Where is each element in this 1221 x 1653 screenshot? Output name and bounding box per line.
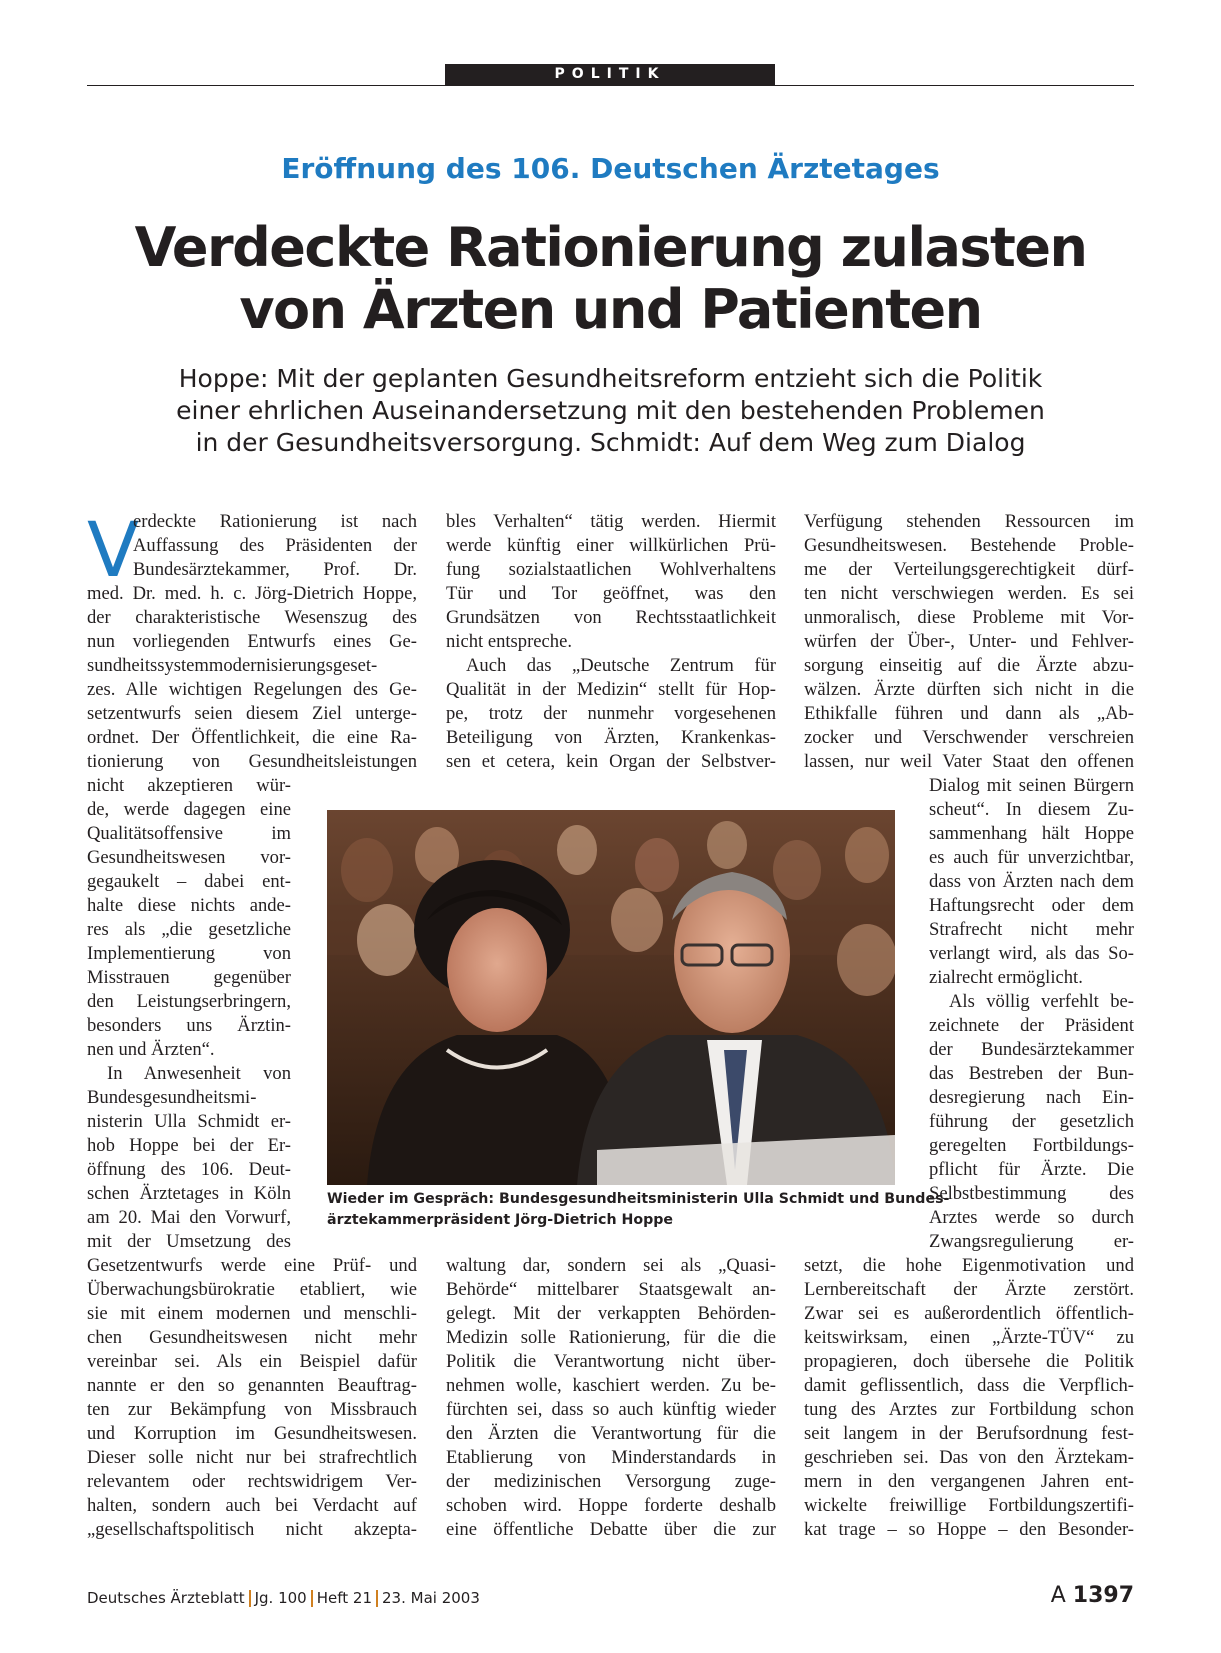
text-line: sen et cetera, kein Organ der Selbstver- [446, 751, 776, 772]
journal-volume: Jg. 100 [254, 1589, 307, 1607]
text-line: Zwar sei es außerordentlich öffentlich- [804, 1303, 1134, 1324]
deck-line: in der Gesundheitsversorgung. Schmidt: Auf dem Weg zum Dialog [195, 428, 1026, 457]
text-line: zialrecht ermöglicht. [929, 967, 1083, 988]
text-line: scheut“. In diesem Zu- [929, 799, 1134, 820]
text-line: Zwangsregulierung er- [929, 1231, 1134, 1252]
text-line: nehmen wolle, kaschiert werden. Zu be- [446, 1375, 776, 1396]
headline-line: von Ärzten und Patienten [239, 278, 982, 341]
text-line: Tür und Tor geöffnet, was den [446, 583, 776, 604]
deck-line: Hoppe: Mit der geplanten Gesundheitsreform entzieht sich die Politik [178, 364, 1043, 393]
section-label: POLITIK [445, 64, 775, 85]
text-line: Misstrauen gegenüber [87, 967, 291, 988]
text-line: schoben wird. Hoppe forderte deshalb [446, 1495, 776, 1516]
text-line: de, werde dagegen eine [87, 799, 291, 820]
text-line: pflicht für Ärzte. Die [929, 1159, 1134, 1180]
article-photo [327, 810, 895, 1185]
text-line: der Bundesärztekammer [929, 1039, 1134, 1060]
text-line: nannte er den so genannten Beauftrag- [87, 1375, 417, 1396]
text-line: Etablierung von Minderstandards in [446, 1447, 776, 1468]
text-line: Qualitätsoffensive im [87, 823, 291, 844]
text-line: keitswirksam, einen „Ärzte-TÜV“ zu [804, 1327, 1134, 1348]
text-line: Haftungsrecht oder dem [929, 895, 1134, 916]
text-line: setzentwurfs seien diesem Ziel untergе- [87, 703, 417, 724]
text-line: Ethikfalle führen und dann als „Ab- [804, 703, 1134, 724]
text-line: Medizin solle Rationierung, für die die [446, 1327, 776, 1348]
text-line: tung des Arztes zur Fortbildung schon [804, 1399, 1134, 1420]
column-3-narrow [929, 774, 1134, 1254]
text-line: Auch das „Deutsche Zentrum für [466, 655, 776, 676]
column-2-top [446, 510, 776, 774]
text-line: sie mit einem modernen und menschli- [87, 1303, 417, 1324]
text-line: mit der Umsetzung des [87, 1231, 291, 1252]
text-line: ten nicht verschwiegen werden. Es sei [804, 583, 1134, 604]
text-line: der medizinischen Versorgung zuge- [446, 1471, 776, 1492]
text-line: zeichnete der Präsident [929, 1015, 1134, 1036]
text-line: chen Gesundheitswesen nicht mehr [87, 1327, 417, 1348]
text-line: das Bestreben der Bun- [929, 1063, 1134, 1084]
text-line: es auch für unverzichtbar, [929, 847, 1134, 868]
text-line: kat trage – so Hoppe – den Besonder- [804, 1519, 1134, 1540]
footer-separator [376, 1590, 378, 1607]
text-line: dass von Ärzten nach dem [929, 871, 1134, 892]
text-line: propagieren, doch übersehe die Politik [804, 1351, 1134, 1372]
footer-separator [249, 1590, 251, 1607]
text-line: Bundesärztekammer, Prof. Dr. [133, 559, 417, 580]
text-line: sorgung einseitig auf die Ärzte abzu- [804, 655, 1134, 676]
article-deck [87, 363, 1134, 459]
caption-line: ärztekammerpräsident Jörg-Dietrich Hoppe [327, 1212, 674, 1228]
text-line: „gesellschaftspolitisch nicht akzepta- [87, 1519, 417, 1540]
text-line: Behörde“ mittelbarer Staatsgewalt an- [446, 1279, 776, 1300]
text-line: Grundsätzen von Rechtsstaatlichkeit [446, 607, 776, 628]
text-line: vereinbar sei. Als ein Beispiel dafür [87, 1351, 417, 1372]
text-line: gegaukelt – dabei ent- [87, 871, 291, 892]
text-line: fung sozialstaatlichen Wohlverhaltens [446, 559, 776, 580]
text-line: geregelten Fortbildungs- [929, 1135, 1134, 1156]
text-line: wälzen. Ärzte dürften sich nicht in die [804, 679, 1134, 700]
text-line: sundheitssystemmodernisierungsgeset- [87, 655, 378, 676]
journal-issue: Heft 21 [316, 1589, 372, 1607]
text-line: gelegt. Mit der verkappten Behörden- [446, 1303, 776, 1324]
text-line: Lernbereitschaft der Ärzte zerstört. [804, 1279, 1134, 1300]
text-line: Verfügung stehenden Ressourcen im [804, 511, 1134, 532]
deck-line: einer ehrlichen Auseinandersetzung mit den bestehenden Problemen [176, 396, 1045, 425]
text-line: und Korruption im Gesundheitswesen. [87, 1423, 417, 1444]
footer-citation [87, 1589, 480, 1607]
text-line: med. Dr. med. h. c. Jörg-Dietrich Hoppe, [87, 583, 417, 604]
text-line: ordnet. Der Öffentlichkeit, die eine Ra- [87, 727, 417, 748]
text-line: Gesundheitswesen. Bestehende Proble- [804, 535, 1134, 556]
column-1-narrow [87, 774, 291, 1254]
text-line: me der Verteilungsgerechtigkeit dürf- [804, 559, 1134, 580]
text-line: halten, sondern auch bei Verdacht auf [87, 1495, 417, 1516]
text-line: Dialog mit seinen Bürgern [929, 775, 1134, 796]
text-line: wickelte freiwillige Fortbildungszertifi- [804, 1495, 1134, 1516]
text-line: Dieser solle nicht nur bei strafrechtlich [87, 1447, 417, 1468]
text-line: erdeckte Rationierung ist nach [133, 511, 417, 532]
text-line: setzt, die hohe Eigenmotivation und [804, 1255, 1134, 1276]
text-line: werde künftig einer willkürlichen Prü- [446, 535, 776, 556]
text-line: öffnung des 106. Deut- [87, 1159, 291, 1180]
text-line: den Leistungserbringern, [87, 991, 291, 1012]
page-number-value: 1397 [1072, 1583, 1134, 1608]
text-line: Als völlig verfehlt be- [949, 991, 1134, 1012]
text-line: halte diese nichts ande- [87, 895, 291, 916]
header-rule [87, 85, 1134, 86]
page-number [1038, 1583, 1134, 1608]
text-line: Politik die Verantwortung nicht über- [446, 1351, 776, 1372]
text-line: mern in den vergangenen Jahren ent- [804, 1471, 1134, 1492]
article-kicker: Eröffnung des 106. Deutschen Ärztetages [281, 152, 940, 185]
text-line: pe, trotz der nunmehr vorgesehenen [446, 703, 776, 724]
text-line: hob Hoppe bei der Er- [87, 1135, 291, 1156]
text-line: res als „die gesetzliche [87, 919, 291, 940]
text-line: schen Ärztetages in Köln [87, 1183, 291, 1204]
text-line: Auffassung des Präsidenten der [133, 535, 417, 556]
text-line: Bundesgesundheitsmi- [87, 1087, 257, 1108]
text-line: besonders uns Ärztin- [87, 1015, 291, 1036]
column-3-bottom [804, 1254, 1134, 1542]
text-line: verlangt wird, als das So- [929, 943, 1134, 964]
text-line: ten zur Bekämpfung von Missbrauch [87, 1399, 417, 1420]
drop-cap: V [87, 505, 139, 594]
text-line: zes. Alle wichtigen Regelungen des Ge- [87, 679, 417, 700]
text-line: nisterin Ulla Schmidt er- [87, 1111, 291, 1132]
text-line: Strafrecht nicht mehr [929, 919, 1134, 940]
text-line: fürchten sei, dass so auch künftig wieder [446, 1399, 776, 1420]
text-line: sammenhang hält Hoppe [929, 823, 1134, 844]
text-line: relevantem oder rechtswidrigem Ver- [87, 1471, 417, 1492]
text-line: nun vorliegenden Entwurfs eines Ge- [87, 631, 417, 652]
text-line: waltung dar, sondern sei als „Quasi- [446, 1255, 776, 1276]
caption-line: Wieder im Gespräch: Bundesgesundheitsministerin Ulla Schmidt und Bundes- [327, 1191, 950, 1207]
text-line: eine öffentliche Debatte über die zur [446, 1519, 776, 1540]
text-line: geschrieben sei. Das von den Ärztekam- [804, 1447, 1134, 1468]
headline-line: Verdeckte Rationierung zulasten [134, 216, 1087, 279]
text-line: der charakteristische Wesenszug des [87, 607, 417, 628]
text-line: Implementierung von [87, 943, 291, 964]
text-line: Gesundheitswesen vor- [87, 847, 291, 868]
column-3-top [804, 510, 1134, 774]
text-line: den Ärzten die Verantwortung für die [446, 1423, 776, 1444]
text-line: führung der gesetzlich [929, 1111, 1134, 1132]
column-1-bottom [87, 1254, 417, 1542]
text-line: lassen, nur weil Vater Staat den offenen [804, 751, 1134, 772]
page-prefix: A [1050, 1583, 1066, 1608]
text-line: bles Verhalten“ tätig werden. Hiermit [446, 511, 776, 532]
text-line: würfen der Über-, Unter- und Fehlver- [804, 631, 1134, 652]
text-line: am 20. Mai den Vorwurf, [87, 1207, 291, 1228]
text-line: In Anwesenheit von [107, 1063, 291, 1084]
article-headline [87, 217, 1134, 341]
text-line: desregierung nach Ein- [929, 1087, 1134, 1108]
text-line: damit geflissentlich, dass die Verpflich- [804, 1375, 1134, 1396]
text-line: unmoralisch, diese Probleme mit Vor- [804, 607, 1134, 628]
footer-separator [311, 1590, 313, 1607]
photo-caption [327, 1189, 950, 1231]
journal-date: 23. Mai 2003 [382, 1589, 480, 1607]
text-line: zocker und Verschwender verschreien [804, 727, 1134, 748]
text-line: seit langem in der Berufsordnung fest- [804, 1423, 1134, 1444]
journal-name: Deutsches Ärzteblatt [87, 1589, 245, 1607]
text-line: Qualität in der Medizin“ stellt für Hop- [446, 679, 776, 700]
text-line: Überwachungsbürokratie etabliert, wie [87, 1279, 417, 1300]
text-line: Gesetzentwurfs werde eine Prüf- und [87, 1255, 417, 1276]
text-line: tionierung von Gesundheitsleistungen [87, 751, 417, 772]
text-line: Arztes werde so durch [929, 1207, 1134, 1228]
column-1-top [87, 505, 417, 774]
column-2-bottom [446, 1254, 776, 1542]
text-line: Selbstbestimmung des [929, 1183, 1134, 1204]
text-line: nicht akzeptieren wür- [87, 775, 291, 796]
text-line: nen und Ärzten“. [87, 1039, 215, 1060]
text-line: Beteiligung von Ärzten, Krankenkas- [446, 727, 776, 748]
text-line: nicht entspreche. [446, 631, 572, 652]
